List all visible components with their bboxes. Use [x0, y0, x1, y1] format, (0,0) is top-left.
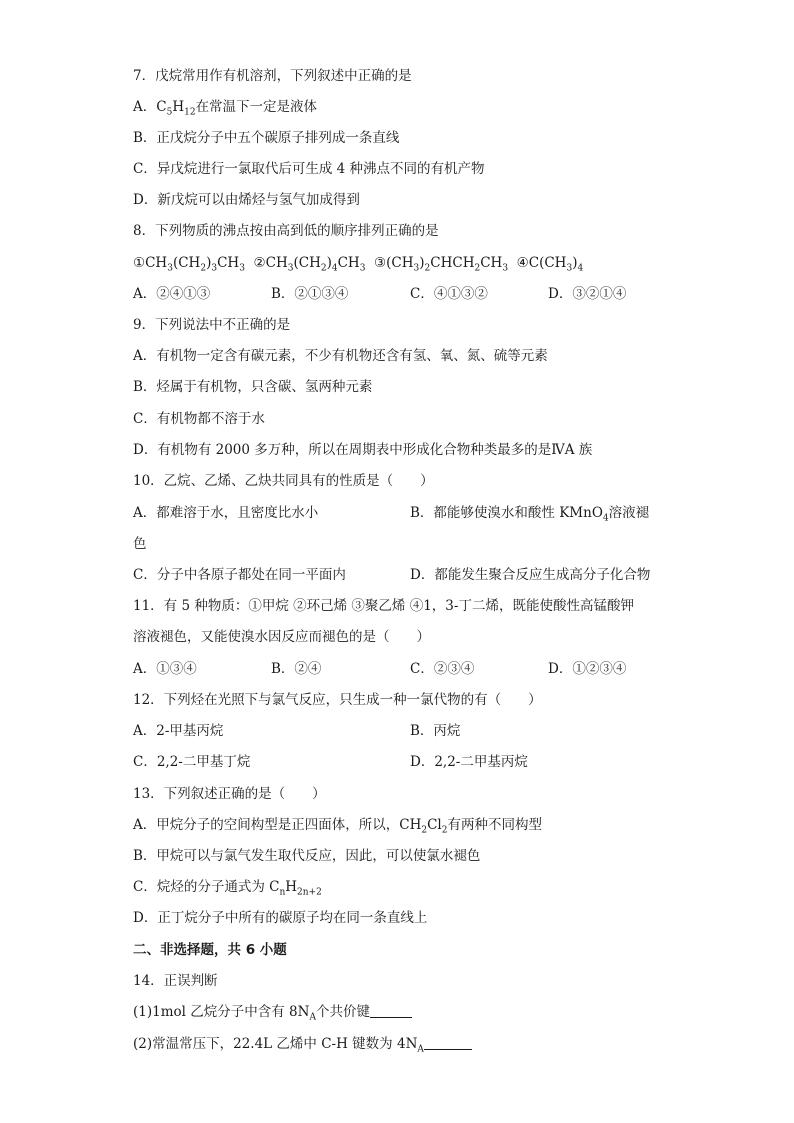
- q12-option-a: A．2-甲基丙烷: [133, 723, 224, 739]
- q9-option-a: A．有机物一定含有碳元素，不少有机物还含有氢、氧、氮、硫等元素: [133, 348, 548, 364]
- q13-option-c: C．烷烃的分子通式为 $C_nH_{2n+2}$: [133, 879, 322, 898]
- q10-option-d: D．都能发生聚合反应生成高分子化合物: [410, 567, 651, 583]
- q8-substance-1: $①CH_3(CH_2)_3CH_3$: [133, 255, 245, 274]
- q9-stem: 9．下列说法中不正确的是: [133, 317, 291, 333]
- q10-option-b: B．都能够使溴水和酸性 KMnO$_4$溶液褪: [410, 505, 650, 524]
- q11-stem-line-2: 溶液褪色，又能使溴水因反应而褪色的是（ ）: [133, 629, 430, 645]
- q8-stem: 8．下列物质的沸点按由高到低的顺序排列正确的是: [133, 223, 439, 239]
- q10-option-b-continued: 色: [133, 536, 147, 552]
- q13-option-b: B．甲烷可以与氯气发生取代反应，因此，可以使氯水褪色: [133, 848, 481, 864]
- q7-option-a: A．$C_5H_{12}$在常温下一定是液体: [133, 99, 318, 118]
- q8-substance-4: $④C(CH_3)_4$: [516, 255, 584, 274]
- q8-option-b: B．②①③④: [271, 286, 349, 302]
- q12-option-d: D．2,2-二甲基丙烷: [410, 754, 528, 770]
- q14-part-1: (1)1mol 乙烷分子中含有 $8N_A$个共价键: [133, 1002, 412, 1022]
- q7-stem: 7．戊烷常用作有机溶剂，下列叙述中正确的是: [133, 68, 412, 84]
- q13-option-a: A．甲烷分子的空间构型是正四面体，所以，$CH_2Cl_2$有两种不同构型: [133, 817, 542, 836]
- q10-stem: 10．乙烷、乙烯、乙炔共同具有的性质是（ ）: [133, 473, 434, 489]
- q14-stem: 14．正误判断: [133, 973, 218, 989]
- q8-substances: [133, 253, 583, 273]
- q13-option-d: D．正丁烷分子中所有的碳原子均在同一条直线上: [133, 910, 428, 926]
- q11-option-c: C．②③④: [410, 661, 475, 677]
- q10-option-a: A．都难溶于水，且密度比水小: [133, 505, 319, 521]
- q14-part-2: (2)常温常压下，22.4L 乙烯中 C-H 键数为 $4N_A$: [133, 1034, 472, 1054]
- q7-option-b: B．正戊烷分子中五个碳原子排列成一条直线: [133, 130, 400, 146]
- q7-option-d: D．新戊烷可以由烯烃与氢气加成得到: [133, 192, 360, 208]
- q8-substance-2: $②CH_3(CH_2)_4CH_3$: [253, 255, 366, 274]
- answer-blank-1[interactable]: [370, 1003, 412, 1018]
- q8-option-c: C．④①③②: [410, 286, 488, 302]
- q8-substance-3: $③(CH_3)_2CHCH_2CH_3$: [374, 255, 509, 274]
- q11-option-a: A．①③④: [133, 661, 197, 677]
- q11-option-b: B．②④: [271, 661, 322, 677]
- q13-stem: 13．下列叙述正确的是（ ）: [133, 786, 326, 802]
- q11-option-d: D．①②③④: [548, 661, 627, 677]
- q12-option-c: C．2,2-二甲基丁烷: [133, 754, 251, 770]
- answer-blank-2[interactable]: [424, 1035, 472, 1050]
- q10-option-c: C．分子中各原子都处在同一平面内: [133, 567, 346, 583]
- q9-option-d: D．有机物有 2000 多万种，所以在周期表中形成化合物种类最多的是ⅣA 族: [133, 442, 593, 458]
- q9-option-b: B．烃属于有机物，只含碳、氢两种元素: [133, 379, 373, 395]
- q12-option-b: B．丙烷: [410, 723, 461, 739]
- section-heading: 二、非选择题，共 6 小题: [133, 942, 287, 958]
- q9-option-c: C．有机物都不溶于水: [133, 411, 265, 427]
- q11-stem-line-1: 11．有 5 种物质：①甲烷 ②环己烯 ③聚乙烯 ④1，3-丁二烯，既能使酸性高锰酸钾: [133, 598, 634, 614]
- q8-option-a: A．②④①③: [133, 286, 211, 302]
- q12-stem: 12．下列烃在光照下与氯气反应，只生成一种一氯代物的有（ ）: [133, 692, 542, 708]
- q7-option-c: C．异戊烷进行一氯取代后可生成 4 种沸点不同的有机产物: [133, 161, 485, 177]
- q8-option-d: D．③②①④: [548, 286, 627, 302]
